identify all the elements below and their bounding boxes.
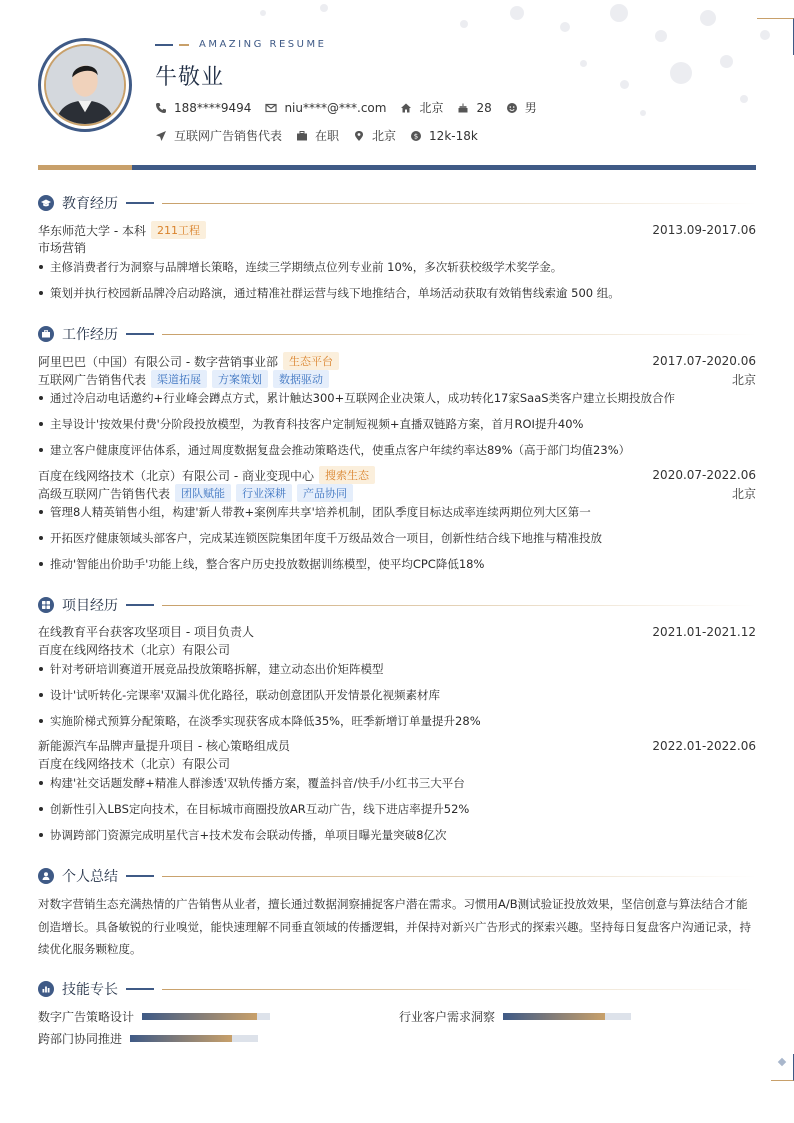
skill-tag: 方案策划 [212,370,268,388]
skill-tag: 行业深耕 [236,484,292,502]
company-name: 阿里巴巴（中国）有限公司 - 数字营销事业部 [38,354,278,369]
job-intent-row [155,127,492,144]
section-summary [38,866,756,886]
grid-icon [38,597,54,613]
company-name: 百度在线网络技术（北京）有限公司 - 商业变现中心 [38,468,314,483]
section-education [38,193,756,213]
school-tag: 211工程 [151,221,206,239]
project-date: 2021.01-2021.12 [652,624,756,639]
project-company: 百度在线网络技术（北京）有限公司 [38,643,231,657]
list-item: 实施阶梯式预算分配策略，在淡季实现获客成本降低35%，旺季新增订单量提升28% [38,713,756,729]
company-tag: 搜索生态 [319,466,375,484]
project-date: 2022.01-2022.06 [652,738,756,753]
list-item: 创新性引入LBS定向技术，在目标城市商圈投放AR互动广告，线下进店率提升52% [38,801,756,817]
list-item: 推动'智能出价助手'功能上线，整合客户历史投放数据训练模型，使平均CPC降低18% [38,556,756,572]
list-item: 通过冷启动电话邀约+行业峰会蹲点方式，累计触达300+互联网企业决策人，成功转化17家SaaS类客户建立长期投放合作 [38,390,756,406]
section-title: 个人总结 [62,869,118,885]
map-pin-icon [353,130,365,142]
role: 高级互联网广告销售代表 [38,486,171,501]
candidate-name: 牛敬业 [155,65,225,90]
list-item: 开拓医疗健康领域头部客户，完成某连锁医院集团年度千万级品效合一项目，创新性结合线下地推与精准投放 [38,530,756,546]
skill-item [38,1030,258,1047]
avatar-photo [44,44,126,126]
work-role-row [38,370,756,388]
section-work [38,324,756,344]
project-title: 在线教育平台获客攻坚项目 - 项目负责人 [38,625,254,639]
phone-icon [155,102,167,114]
project-header [38,623,756,640]
skill-bar [503,1013,631,1020]
work-date: 2017.07-2020.06 [652,354,756,368]
skill-name: 行业客户需求洞察 [399,1010,496,1024]
corner-ornament-top [757,18,794,55]
position-value: 互联网广告销售代表 [174,129,283,143]
list-item: 主导设计'按效果付费'分阶段投放模型，为教育科技客户定制短视频+直播双链路方案，首月ROI提升40% [38,416,756,432]
skill-tag: 产品协同 [297,484,353,502]
summary-text: 对数字营销生态充满热情的广告销售从业者，擅长通过数据洞察捕捉客户潜在需求。习惯用A/B测试验证投放效果，坚信创意与算法结合才能创造增长。具备敏锐的行业嗅觉，能快速理解不同垂直领域的传播逻辑，并保持对新兴广告形式的探索兴趣。坚持每日复盘客户沟通记录，持续优化服务颗粒度。 [38,897,751,956]
education-major-row [38,239,756,256]
cake-icon [457,102,469,114]
skill-name: 数字广告策略设计 [38,1010,135,1024]
skill-item [38,1008,270,1025]
list-item: 主修消费者行为洞察与品牌增长策略，连续三学期绩点位列专业前 10%，多次斩获校级学术奖学金。 [38,259,756,275]
project-company-row [38,641,756,658]
education-date: 2013.09-2017.06 [652,223,756,237]
contact-row [155,99,551,116]
work-date: 2020.07-2022.06 [652,468,756,482]
work-city: 北京 [731,486,756,501]
section-title: 教育经历 [62,196,118,212]
section-title: 工作经历 [62,327,118,343]
resume-tagline [155,39,326,50]
skill-tag: 团队赋能 [175,484,231,502]
list-item: 针对考研培训赛道开展竞品投放策略拆解，建立动态出价矩阵模型 [38,661,756,677]
svg-text:$: $ [413,132,419,141]
list-item: 构建'社交话题发酵+精准人群渗透'双轨传播方案，覆盖抖音/快手/小红书三大平台 [38,775,756,791]
bar-chart-icon [38,981,54,997]
section-title: 技能专长 [62,982,118,998]
skill-tag: 数据驱动 [273,370,329,388]
section-skills [38,979,756,999]
money-icon [410,130,422,142]
project-company-row [38,755,756,772]
skill-tag: 渠道拓展 [151,370,207,388]
list-item: 管理8人精英销售小组，构建'新人带教+案例库共享'培养机制，团队季度目标达成率连续两期位列大区第一 [38,504,756,520]
user-icon [38,868,54,884]
location-value: 北京 [419,101,444,115]
phone-value: 188****9494 [174,100,252,115]
skill-bar [142,1013,270,1020]
skill-name: 跨部门协同推进 [38,1032,123,1046]
smile-icon [506,102,518,114]
target-city-value: 北京 [372,129,397,143]
school-name: 华东师范大学 - 本科 [38,223,146,238]
work-header [38,352,756,370]
work-role-row [38,484,756,502]
education-header [38,221,756,239]
project-company: 百度在线网络技术（北京）有限公司 [38,757,231,771]
status-value: 在职 [315,129,340,143]
section-title: 项目经历 [62,598,118,614]
corner-ornament-bottom [771,1054,794,1081]
company-tag: 生态平台 [283,352,339,370]
list-item: 协调跨部门资源完成明星代言+技术发布会联动传播，单项目曝光量突破8亿次 [38,827,756,843]
salary-value: 12k-18k [429,128,478,143]
project-title: 新能源汽车品牌声量提升项目 - 核心策略组成员 [38,739,290,753]
skill-item [399,1008,631,1025]
briefcase-icon [38,326,54,342]
header-divider [38,165,756,170]
person-icon [46,46,124,124]
major: 市场营销 [38,241,87,255]
briefcase-icon [296,130,308,142]
gender-value: 男 [524,101,537,115]
work-header [38,466,756,484]
age-value: 28 [476,100,492,115]
send-icon [155,130,167,142]
list-item: 设计'试听转化-完课率'双漏斗优化路径，联动创意团队开发情景化视频素材库 [38,687,756,703]
skill-bar [130,1035,258,1042]
project-header [38,737,756,754]
home-icon [400,102,412,114]
tagline-text: AMAZING RESUME [199,39,327,50]
email-value: niu****@***.com [284,100,387,115]
list-item: 建立客户健康度评估体系，通过周度数据复盘会推动策略迭代，使重点客户年续约率达89%（高于部门均值23%） [38,442,756,458]
avatar [38,38,132,132]
email-icon [265,102,277,114]
role: 互联网广告销售代表 [38,372,147,387]
work-city: 北京 [731,372,756,387]
graduation-cap-icon [38,195,54,211]
section-projects [38,595,756,615]
list-item: 策划并执行校园新品牌冷启动路演，通过精准社群运营与线下地推结合，单场活动获取有效销售线索逾 500 组。 [38,285,756,301]
